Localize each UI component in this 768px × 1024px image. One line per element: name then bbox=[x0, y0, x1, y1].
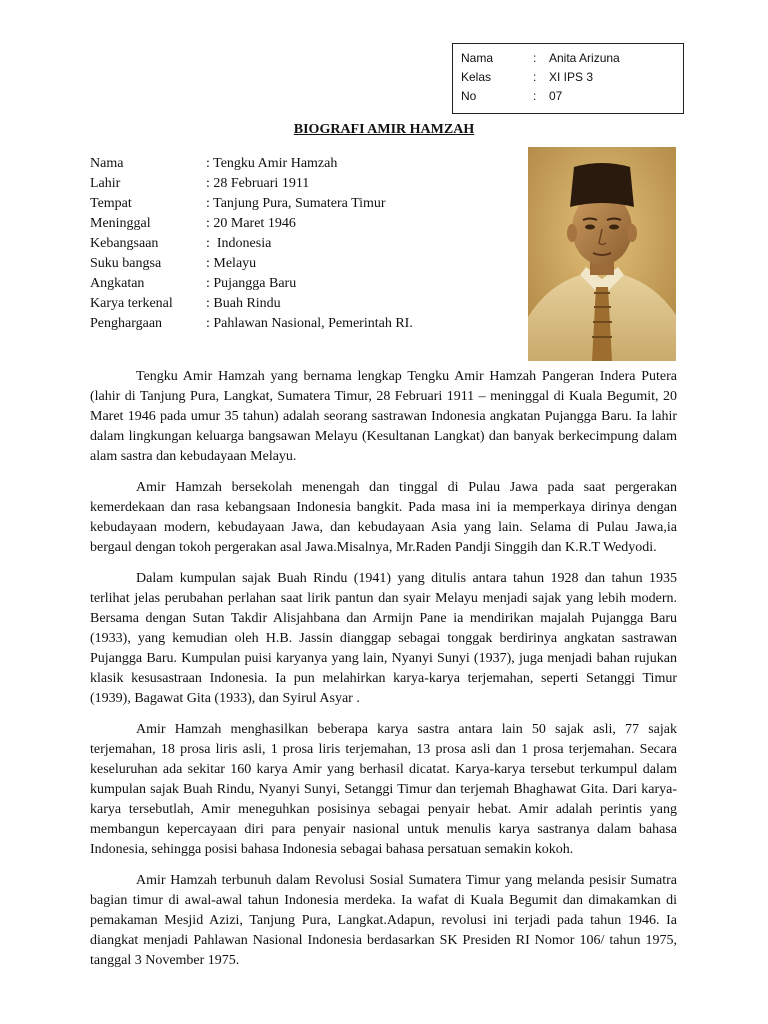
paragraph: Amir Hamzah terbunuh dalam Revolusi Sosial Sumatera Timur yang melanda pesisir Sumatra bagian timur di awal-awal tahun Indonesia merdeka. Ia wafat di Kuala Begumit dan dimakamkan di pemakaman Mesjid Azizi, Tanjung Pura, Langkat.Adapun, revolusi ini terjadi pada tahun 1946. Ia diangkat menjadi Pahlawan Nasional Indonesia berdasarkan SK Presiden RI Nomor 106/ tahun 1975, tanggal 3 November 1975. bbox=[90, 873, 677, 968]
biodata-row: Nama : Tengku Amir Hamzah bbox=[90, 156, 338, 171]
biography-body bbox=[90, 367, 677, 982]
student-row-number: No : 07 bbox=[461, 89, 563, 103]
paragraph: Amir Hamzah bersekolah menengah dan tinggal di Pulau Jawa pada saat pergerakan kemerdekaan dan rasa kebangsaan Indonesia bangkit. Pada masa ini ia memperkaya dirinya dengan kebudayaan modern, kebudayaan Jawa, dan kebudayaan Asia yang lain. Selama di Pulau Jawa,ia bergaul dengan tokoh pergerakan asal Jawa.Misalnya, Mr.Raden Pandji Singgih dan K.R.T Wedyodi. bbox=[90, 480, 677, 555]
page-title: BIOGRAFI AMIR HAMZAH bbox=[293, 122, 475, 137]
student-row-class: Kelas : XI IPS 3 bbox=[461, 70, 594, 84]
biodata-row: Lahir : 28 Februari 1911 bbox=[90, 176, 310, 191]
biodata-row: Penghargaan : Pahlawan Nasional, Pemerintah RI. bbox=[90, 316, 413, 331]
paragraph: Dalam kumpulan sajak Buah Rindu (1941) yang ditulis antara tahun 1928 dan tahun 1935 terlihat jelas perubahan perlahan saat lirik pantun dan syair Melayu menjadi sajak yang lebih modern. Bersama dengan Sutan Takdir Alisjahbana dan Armijn Pane ia mendirikan majalah Pujangga Baru (1933), yang kemudian oleh H.B. Jassin dianggap sebagai tonggak berdirinya angkatan sastrawan Pujangga Baru. Kumpulan puisi karyanya yang lain, Nyanyi Sunyi (1937), juga menjadi bahan rujukan klasik kesusastraan Indonesia. Ia pun melahirkan karya-karya terjemahan, seperti Setanggi Timur (1939), Bagawat Gita (1933), dan Syirul Asyar . bbox=[90, 571, 677, 706]
biodata-list bbox=[90, 154, 510, 334]
biodata-row: Suku bangsa : Melayu bbox=[90, 256, 257, 271]
student-row-name: Nama : Anita Arizuna bbox=[461, 51, 620, 65]
student-info-box bbox=[452, 43, 684, 114]
paragraph: Amir Hamzah menghasilkan beberapa karya sastra antara lain 50 sajak asli, 77 sajak terjemahan, 18 prosa liris asli, 1 prosa liris terjemahan, 13 prosa asli dan 1 prosa terjemahan. Secara keseluruhan ada sekitar 160 karya Amir yang berhasil dicatat. Karya-karya tersebut terkumpul dalam kumpulan sajak Buah Rindu, Nyanyi Sunyi, Setanggi Timur dan terjemah Bhaghawat Gita. Dari karya-karya tersebutlah, Amir meneguhkan posisinya sebagai penyair hebat. Amir adalah perintis yang membangun kepercayaan diri para penyair nasional untuk menulis karya sastranya dalam bahasa Indonesia, sehingga posisi bahasa Indonesia sebagai bahasa persatuan semakin kokoh. bbox=[90, 722, 677, 857]
biodata-row: Angkatan : Pujangga Baru bbox=[90, 276, 297, 291]
biodata-row: Karya terkenal : Buah Rindu bbox=[90, 296, 281, 311]
biodata-row: Kebangsaan : Indonesia bbox=[90, 236, 272, 251]
biodata-row: Tempat : Tanjung Pura, Sumatera Timur bbox=[90, 196, 386, 211]
paragraph: Tengku Amir Hamzah yang bernama lengkap Tengku Amir Hamzah Pangeran Indera Putera (lahir di Tanjung Pura, Langkat, Sumatera Timur, 28 Februari 1911 – meninggal di Kuala Begumit, 20 Maret 1946 pada umur 35 tahun) adalah seorang sastrawan Indonesia angkatan Pujangga Baru. Ia lahir dalam lingkungan keluarga bangsawan Melayu (Kesultanan Langkat) dan banyak berkecimpung dalam alam sastra dan kebudayaan Melayu. bbox=[90, 369, 677, 464]
biodata-row: Meninggal : 20 Maret 1946 bbox=[90, 216, 296, 231]
portrait-photo bbox=[528, 147, 676, 361]
